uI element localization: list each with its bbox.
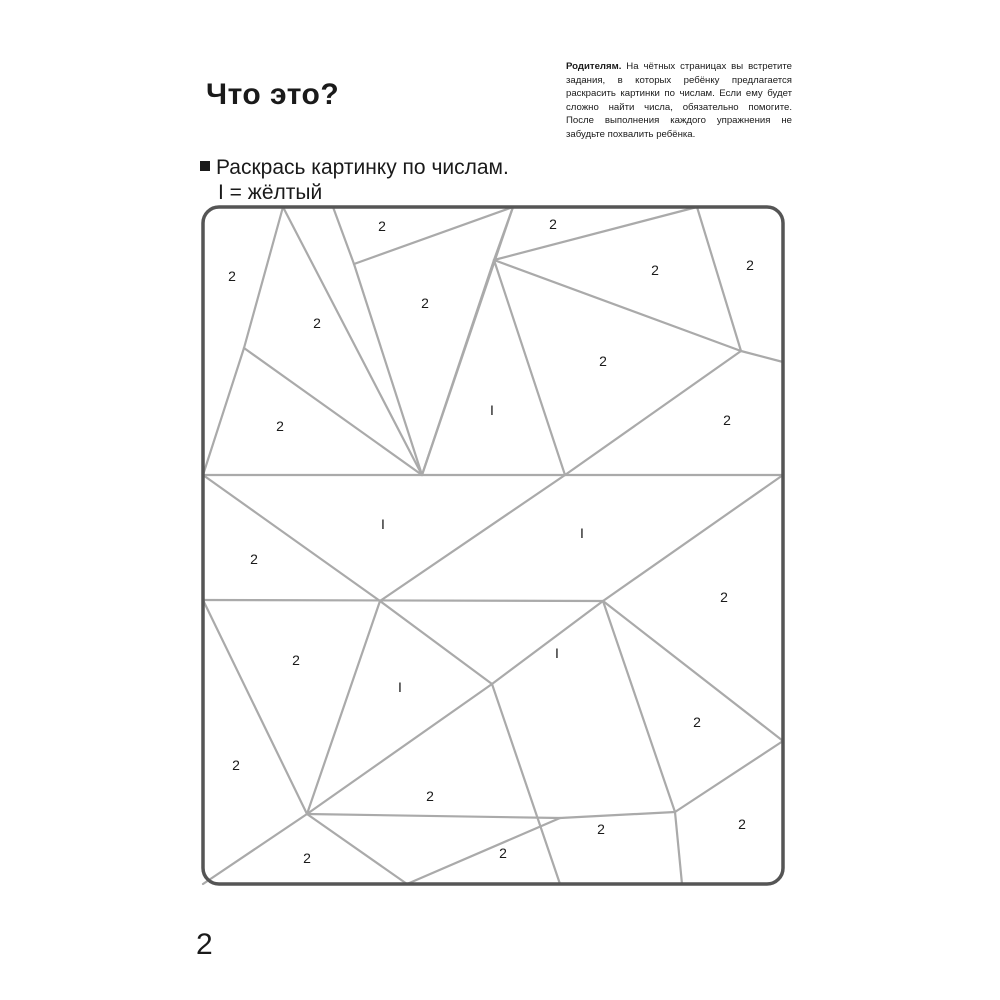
region-line bbox=[307, 814, 560, 818]
region-label: I bbox=[398, 679, 402, 695]
region-label: 2 bbox=[499, 845, 507, 861]
region-line bbox=[333, 207, 354, 264]
region-line bbox=[380, 601, 492, 684]
region-line bbox=[354, 264, 422, 475]
region-line bbox=[203, 600, 603, 601]
parent-note-body: На чётных страницах вы встретите задания, в которых ребёнку предлагается раскрасить картинки по числам. Если ему будет сложно найти числа, обязательно помогите. После выполнения каждого упражнения не забудьте похвалить ребёнка. bbox=[566, 61, 792, 140]
region-line bbox=[422, 260, 494, 475]
region-label: 2 bbox=[693, 714, 701, 730]
parent-note-lead: Родителям. bbox=[566, 61, 622, 72]
region-line bbox=[307, 814, 407, 884]
region-line bbox=[307, 601, 380, 814]
region-line bbox=[407, 818, 560, 884]
region-label: 2 bbox=[276, 418, 284, 434]
region-line bbox=[494, 207, 513, 260]
region-label: 2 bbox=[597, 821, 605, 837]
instruction-text: Раскрась картинку по числам. bbox=[216, 156, 509, 179]
region-line bbox=[603, 475, 783, 601]
region-label: 2 bbox=[651, 262, 659, 278]
region-line bbox=[560, 812, 675, 818]
region-label: 2 bbox=[746, 257, 754, 273]
region-label: 2 bbox=[599, 353, 607, 369]
region-line bbox=[380, 475, 565, 601]
region-label: 2 bbox=[549, 216, 557, 232]
region-label: 2 bbox=[303, 850, 311, 866]
region-line bbox=[494, 260, 565, 475]
region-line bbox=[565, 351, 741, 475]
region-line bbox=[244, 348, 422, 475]
region-line bbox=[494, 260, 741, 351]
region-labels bbox=[228, 216, 754, 866]
region-label: 2 bbox=[228, 268, 236, 284]
page-title: Что это? bbox=[206, 78, 340, 111]
color-legend: I = жёлтый bbox=[218, 181, 323, 204]
region-label: 2 bbox=[723, 412, 731, 428]
region-label: I bbox=[490, 402, 494, 418]
region-label: 2 bbox=[250, 551, 258, 567]
region-line bbox=[307, 684, 492, 814]
region-line bbox=[675, 741, 783, 812]
region-line bbox=[244, 207, 283, 348]
region-label: I bbox=[555, 645, 559, 661]
region-label: 2 bbox=[232, 757, 240, 773]
region-label: 2 bbox=[421, 295, 429, 311]
region-line bbox=[203, 475, 380, 601]
region-label: 2 bbox=[313, 315, 321, 331]
region-line bbox=[697, 207, 741, 351]
region-line bbox=[354, 207, 513, 264]
region-label: 2 bbox=[378, 218, 386, 234]
region-line bbox=[203, 348, 244, 475]
region-line bbox=[203, 814, 307, 884]
region-line bbox=[603, 601, 675, 812]
puzzle-frame bbox=[203, 207, 783, 884]
region-label: 2 bbox=[720, 589, 728, 605]
region-line bbox=[675, 812, 682, 884]
region-label: 2 bbox=[292, 652, 300, 668]
puzzle-lines bbox=[203, 207, 783, 884]
region-line bbox=[492, 601, 603, 684]
region-line bbox=[203, 600, 307, 814]
region-label: I bbox=[381, 516, 385, 532]
region-line bbox=[741, 351, 783, 362]
region-line bbox=[494, 207, 697, 260]
region-label: I bbox=[580, 525, 584, 541]
page-number: 2 bbox=[196, 928, 213, 961]
region-label: 2 bbox=[738, 816, 746, 832]
region-label: 2 bbox=[426, 788, 434, 804]
